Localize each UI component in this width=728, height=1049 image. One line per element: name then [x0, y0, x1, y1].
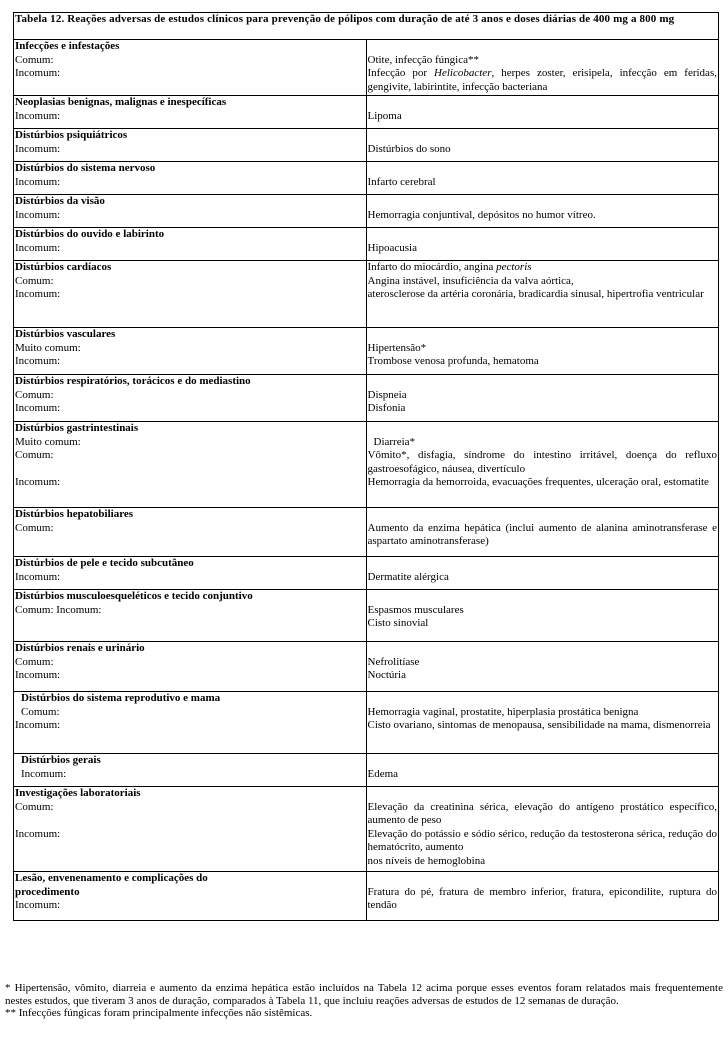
- adverse-effects: Vômito*, disfagia, síndrome do intestino irritável, doença do refluxo gastroesofágico, náusea, divertículo: [367, 449, 717, 475]
- table-row: [14, 375, 719, 422]
- table-row: [14, 557, 719, 590]
- frequency-label: Incomum:: [15, 402, 61, 414]
- frequency-label: Muito comum:: [15, 341, 81, 354]
- frequency-label: Comum:: [15, 274, 54, 287]
- frequency-label: Comum:: [15, 53, 54, 66]
- table-row: [14, 508, 719, 557]
- frequency-label: Comum:: [15, 449, 54, 461]
- frequency-label: Incomum:: [15, 288, 61, 300]
- frequency-label: Muito comum:: [15, 435, 81, 448]
- adverse-effects: Elevação do potássio e sódio sérico, redução da testosterona sérica, redução do hematócrito, aumento: [367, 827, 717, 853]
- adverse-effects: Lipoma: [367, 109, 402, 122]
- adverse-effects: Cisto ovariano, sintomas de menopausa, sensibilidade na mama, dismenorreia: [367, 719, 711, 731]
- adverse-effects: Dermatite alérgica: [367, 570, 449, 583]
- adverse-effects: nos níveis de hemoglobina: [367, 854, 486, 867]
- adverse-effects: Infecção por Helicobacter, herpes zoster, erisipela, infecção em feridas, gengivite, labirintite, infecção bacteriana: [367, 67, 717, 93]
- table-row: [14, 642, 719, 692]
- system-organ-class: Distúrbios vasculares: [15, 328, 116, 340]
- table-row: [14, 129, 719, 162]
- system-organ-class: Distúrbios respiratórios, torácicos e do mediastino: [15, 375, 251, 387]
- frequency-label: Incomum:: [15, 142, 61, 155]
- system-organ-class: Distúrbios cardíacos: [15, 261, 112, 273]
- system-organ-class: Neoplasias benignas, malignas e inespecíficas: [15, 96, 227, 108]
- table-title: Tabela 12. Reações adversas de estudos clínicos para prevenção de pólipos com duração de até 3 anos e doses diárias de 400 mg a 800 mg: [14, 13, 719, 40]
- adverse-effects: Angina instável, insuficiência da valva aórtica,: [367, 274, 574, 287]
- frequency-label: Incomum:: [15, 241, 61, 254]
- adverse-effects: Hemorragia vaginal, prostatite, hiperplasia prostática benigna: [367, 705, 639, 718]
- adverse-effects: Diarreia*: [373, 435, 416, 448]
- adverse-effects: Aumento da enzima hepática (inclui aumento de alanina aminotransferase e aspartato aminotransferase): [367, 521, 717, 547]
- table-row: [14, 328, 719, 375]
- system-organ-class: Distúrbios hepatobiliares: [15, 508, 134, 520]
- frequency-label: Incomum:: [15, 208, 61, 221]
- adverse-effects: Hemorragia da hemorroida, evacuações frequentes, ulceração oral, estomatite: [367, 476, 709, 488]
- adverse-effects: aterosclerose da artéria coronária, bradicardia sinusal, hipertrofia ventricular: [367, 288, 704, 300]
- table-row: [14, 692, 719, 754]
- frequency-label: Comum:: [21, 705, 60, 718]
- footnote: * Hipertensão, vômito, diarreia e aumento da enzima hepática estão incluídos na Tabela 12 acima porque esses eventos foram relatados mais frequentemente nestes estudos, que tiveram 3 anos de duração, comparados à Tabela 11, que incluiu reações adversas de estudos de 12 semanas de duração.: [5, 982, 723, 1007]
- system-organ-class: Investigações laboratoriais: [15, 787, 141, 799]
- frequency-label: Incomum:: [15, 175, 61, 188]
- adverse-effects: Espasmos musculares: [367, 603, 464, 616]
- adverse-reactions-table: [13, 12, 719, 921]
- frequency-label: Comum: Incomum:: [15, 603, 102, 616]
- table-row: [14, 261, 719, 328]
- frequency-label: Comum:: [15, 388, 54, 401]
- table-row: [14, 162, 719, 195]
- table-row: [14, 228, 719, 261]
- table-row: [14, 195, 719, 228]
- system-organ-class: Lesão, envenenamento e complicações do: [15, 872, 208, 884]
- frequency-label: Incomum:: [15, 476, 61, 488]
- adverse-effects: Hipoacusia: [367, 241, 417, 254]
- adverse-effects: Dispneia: [367, 388, 407, 401]
- adverse-effects: Infarto cerebral: [367, 175, 436, 188]
- table-row: [14, 754, 719, 787]
- footnotes: [5, 982, 723, 1020]
- system-organ-class: Infecções e infestações: [15, 40, 120, 52]
- system-organ-class: Distúrbios gerais: [21, 754, 101, 766]
- system-organ-class: Distúrbios do sistema reprodutivo e mama: [21, 692, 221, 704]
- adverse-effects: Otite, infecção fúngica**: [367, 53, 479, 66]
- frequency-label: Incomum:: [15, 109, 61, 122]
- table-row: [14, 787, 719, 872]
- adverse-effects: Elevação da creatinina sérica, elevação do antígeno prostático específico, aumento de peso: [367, 800, 717, 826]
- table-row: [14, 40, 719, 96]
- frequency-label: Incomum:: [21, 767, 67, 780]
- system-organ-class: Distúrbios da visão: [15, 195, 105, 207]
- system-organ-class: Distúrbios psiquiátricos: [15, 129, 128, 141]
- adverse-effects: Hipertensão*: [367, 341, 427, 354]
- adverse-effects: Cisto sinovial: [367, 617, 429, 629]
- system-organ-class: Distúrbios do sistema nervoso: [15, 162, 156, 174]
- table-row: [14, 872, 719, 921]
- system-organ-class: Distúrbios gastrintestinais: [15, 422, 139, 434]
- table-row: [14, 96, 719, 129]
- frequency-label: Incomum:: [15, 719, 61, 731]
- system-organ-class: Distúrbios musculoesqueléticos e tecido conjuntivo: [15, 590, 253, 602]
- frequency-label: Incomum:: [15, 669, 61, 681]
- frequency-label: Incomum:: [15, 355, 61, 367]
- system-organ-class: Distúrbios de pele e tecido subcutâneo: [15, 557, 194, 569]
- adverse-effects: Noctúria: [367, 669, 406, 681]
- footnote: ** Infecções fúngicas foram principalmente infecções não sistêmicas.: [5, 1007, 313, 1019]
- frequency-label: Incomum:: [15, 570, 61, 583]
- table-title-row: [14, 13, 719, 40]
- adverse-effects: Disfonia: [367, 402, 406, 414]
- system-organ-class: Distúrbios renais e urinário: [15, 642, 145, 654]
- system-organ-class: Distúrbios do ouvido e labirinto: [15, 228, 165, 240]
- frequency-label: Incomum:: [15, 67, 61, 79]
- adverse-effects: Nefrolitíase: [367, 655, 420, 668]
- adverse-effects: Infarto do miocárdio, angina pectoris: [367, 261, 532, 273]
- adverse-effects: Trombose venosa profunda, hematoma: [367, 355, 539, 367]
- frequency-label: Comum:: [15, 521, 54, 534]
- frequency-label: Comum:: [15, 655, 54, 668]
- adverse-effects: Edema: [367, 767, 399, 780]
- frequency-label: Comum:: [15, 800, 54, 813]
- table-row: [14, 590, 719, 642]
- table-row: [14, 422, 719, 508]
- frequency-label: Incomum:: [15, 899, 61, 911]
- adverse-effects: Distúrbios do sono: [367, 142, 451, 155]
- system-organ-class: procedimento: [15, 885, 80, 898]
- frequency-label: Incomum:: [15, 827, 61, 840]
- adverse-effects: Hemorragia conjuntival, depósitos no humor vítreo.: [367, 208, 596, 221]
- adverse-effects: Fratura do pé, fratura de membro inferior, fratura, epicondilite, ruptura do tendão: [367, 885, 717, 911]
